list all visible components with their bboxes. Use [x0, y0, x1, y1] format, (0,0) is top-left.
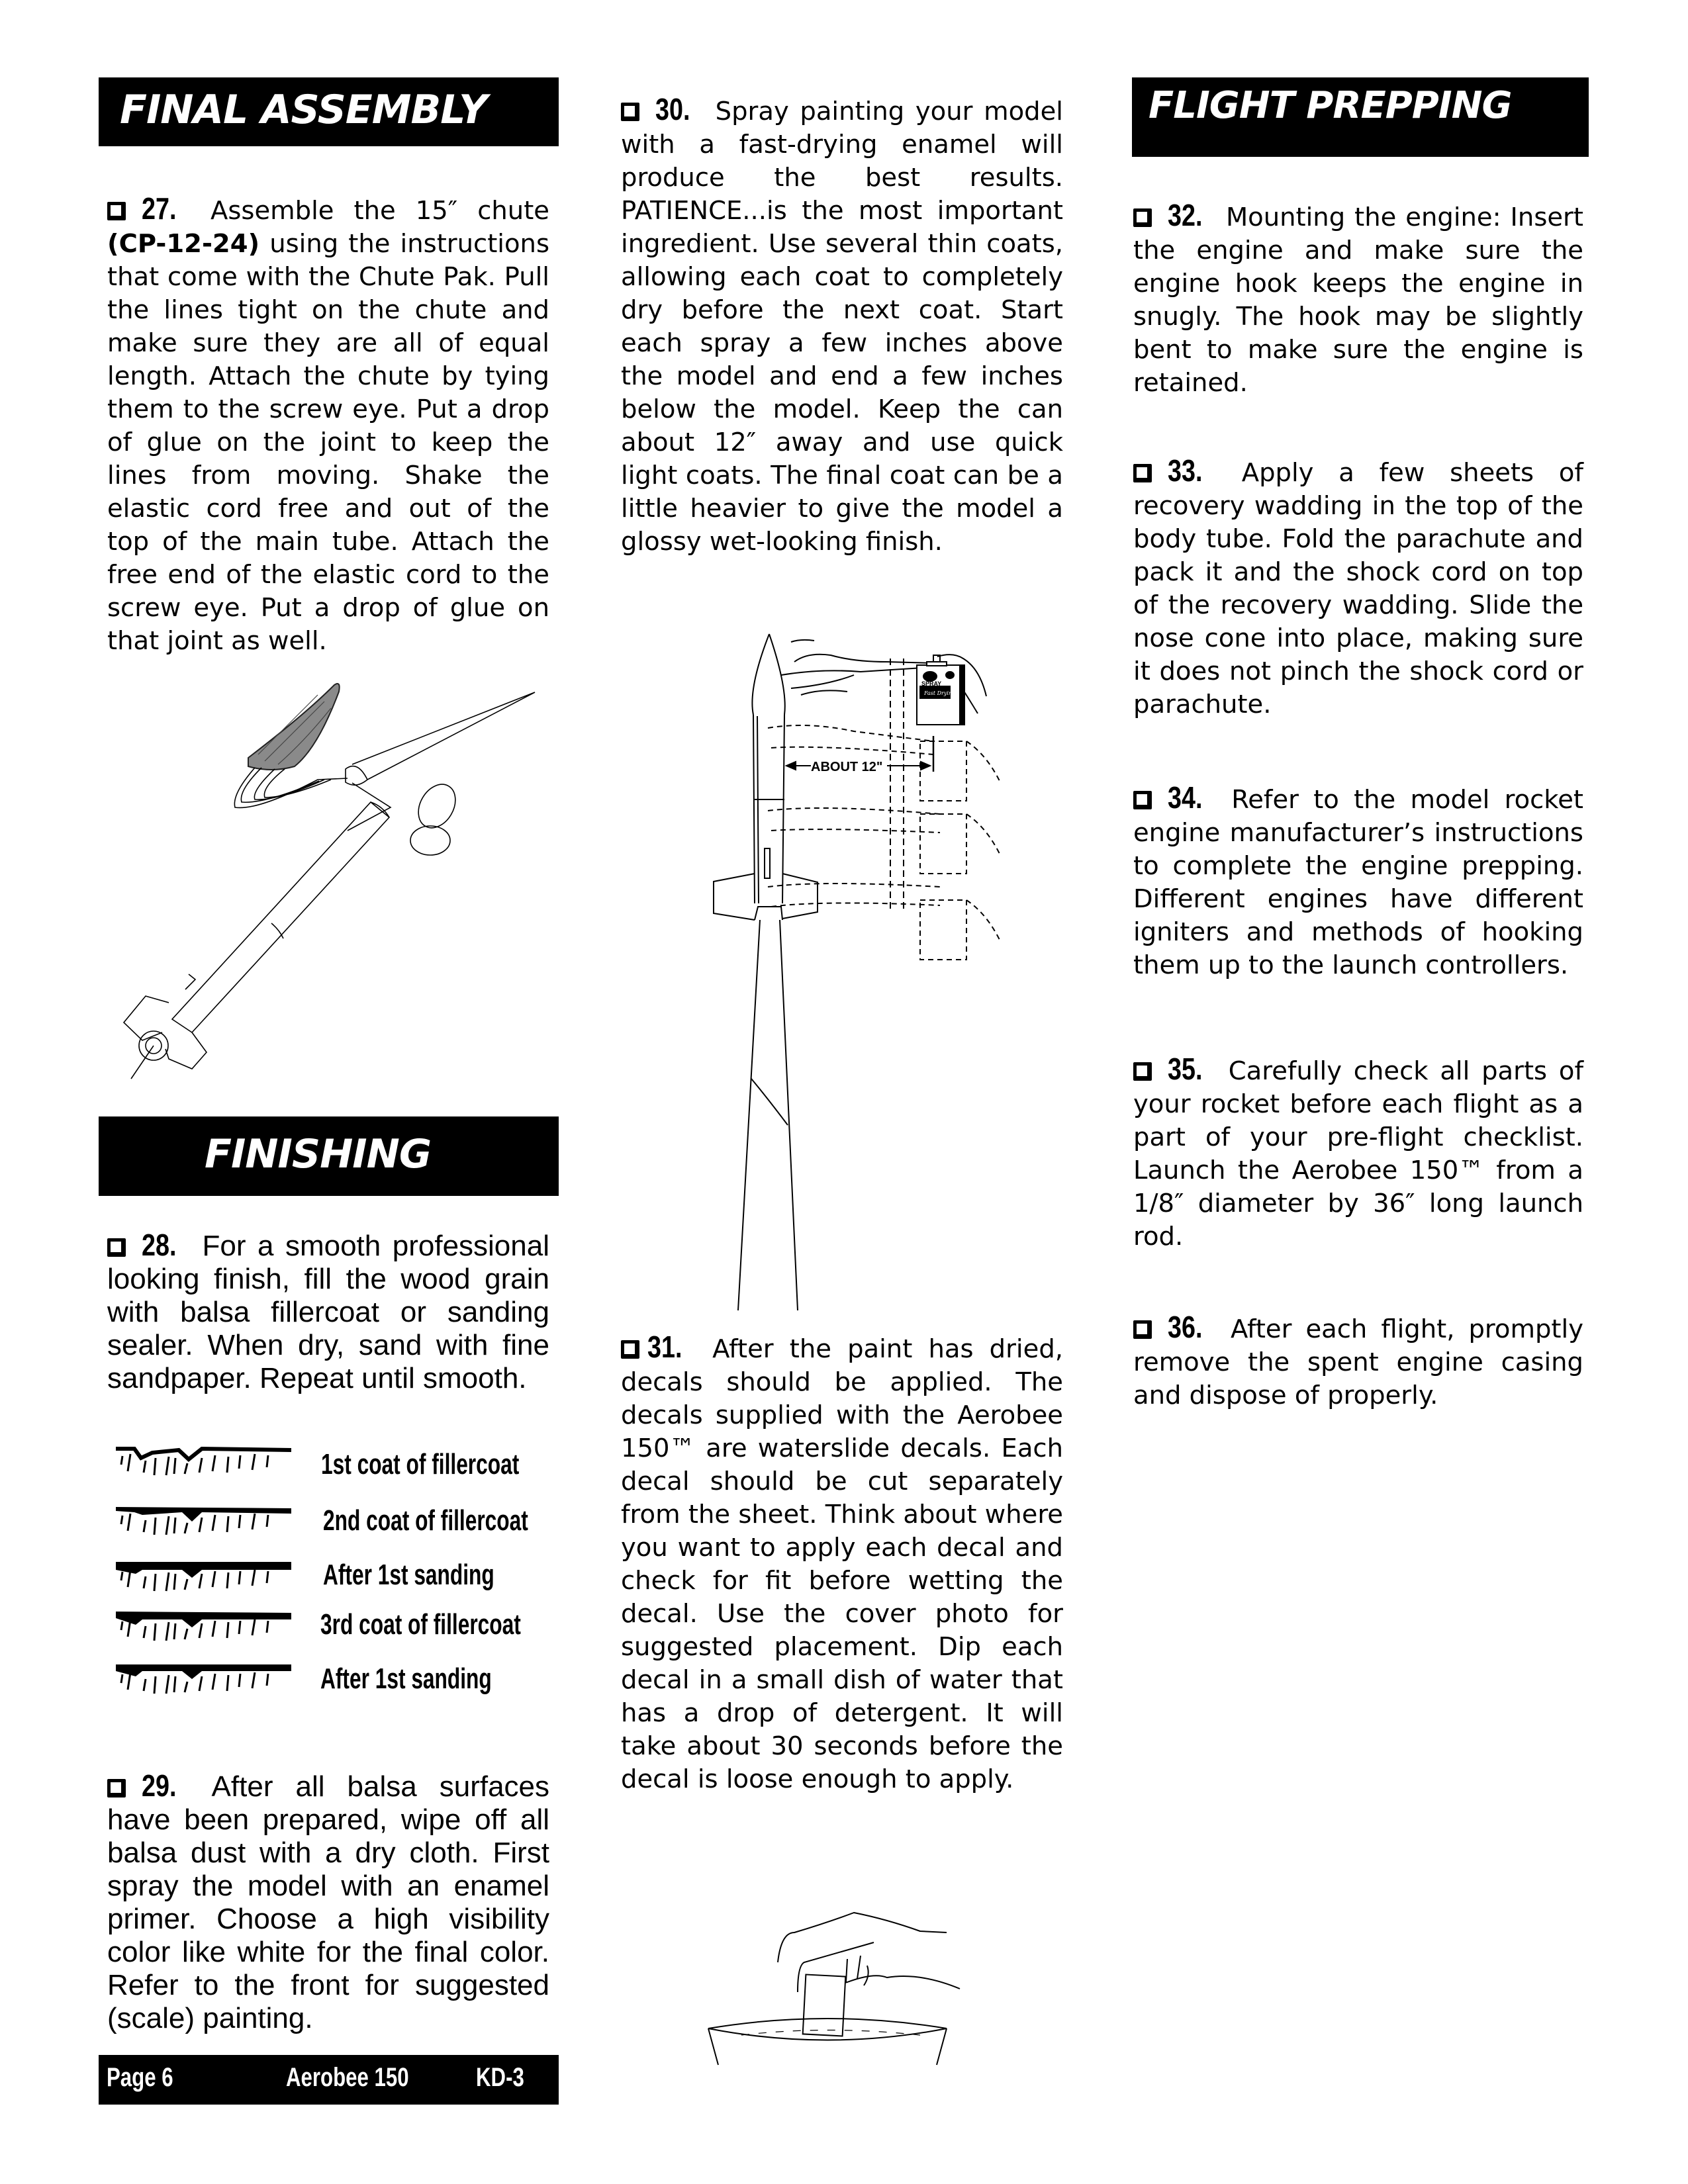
- nose-cone: [346, 766, 367, 786]
- checkbox-icon[interactable]: [107, 1779, 126, 1797]
- checkbox-icon[interactable]: [107, 202, 126, 220]
- coat-stage-4-icon: [116, 1612, 295, 1645]
- final-assembly-heading: FINAL ASSEMBLY: [120, 87, 487, 133]
- parachute-canopy: [248, 684, 340, 770]
- rocket-with-parachute-illustration: [106, 662, 556, 1099]
- step-32: [1133, 199, 1583, 400]
- page-number: Page 6: [107, 2063, 173, 2092]
- step-number: 33.: [1168, 453, 1203, 488]
- step-36: [1133, 1310, 1583, 1412]
- distance-label: ABOUT 12": [811, 760, 883, 774]
- coat-stage-3-icon: [116, 1562, 295, 1595]
- fin: [165, 1032, 207, 1069]
- checkbox-icon[interactable]: [1133, 208, 1152, 227]
- step-text: Refer to the model rocket engine manufacturer’s instructions to complete the engine prepping. Different engines have different igniters and methods of hooking them up to the launch controllers.: [1133, 785, 1583, 980]
- step-30: [621, 93, 1063, 559]
- step-text: Carefully check all parts of your rocket before each flight as a part of your pre-flight checklist. Launch the Aerobee 150™ from a 1/8″ diameter by 36″ long launch rod.: [1133, 1056, 1583, 1251]
- footer-model-name: Aerobee 150: [286, 2063, 409, 2092]
- step-28: [107, 1228, 549, 1395]
- can-label-fast-drying: Fast Drying: [924, 690, 956, 696]
- spray-painting-illustration: [688, 622, 1059, 1310]
- step-35: [1133, 1052, 1583, 1253]
- step-text: Spray painting your model with a fast-drying enamel will produce the best results. PATIENCE...is the most important ingredient. Use several thin coats, allowing each coat to completely dry before the next coat. Start each spray a few inches above the model and end a few inches below the model. Keep the can about 12″ away and use quick light coats. The final coat can be a little heavier to give the model a glossy wet-looking finish.: [621, 97, 1063, 557]
- step-number: 35.: [1168, 1052, 1203, 1086]
- coat-stage-1-icon: [116, 1446, 295, 1479]
- step-text: After each flight, promptly remove the spent engine casing and dispose of properly.: [1133, 1314, 1583, 1410]
- step-31: [621, 1330, 1063, 1796]
- step-number: 28.: [142, 1228, 177, 1262]
- step-29: [107, 1769, 549, 2035]
- step-text: After all balsa surfaces have been prepared, wipe off all balsa dust with a dry cloth. First spray the model with an enamel primer. Choose a high visibility color like white for the final color. Refer to the front for suggested (scale) painting.: [107, 1770, 550, 2034]
- coat-stage-label: 2nd coat of fillercoat: [323, 1504, 528, 1537]
- step-text: Assemble the 15″ chute: [211, 196, 549, 226]
- step-34: [1133, 781, 1583, 982]
- final-assembly-banner: [99, 77, 559, 146]
- part-number: (CP-12-24): [107, 229, 260, 259]
- step-text: using the instructions that come with the Chute Pak. Pull the lines tight on the chute and make sure they are all of equal length. Attach the chute by tying them to the screw eye. Put a drop of glue on the joint to keep the lines from moving. Shake the elastic cord free and out of the top of the main tube. Attach the free end of the elastic cord to the screw eye. Put a drop of glue on that joint as well.: [107, 229, 549, 656]
- coat-stage-label: 1st coat of fillercoat: [321, 1448, 520, 1480]
- step-number: 27.: [142, 191, 177, 226]
- step-33: [1133, 454, 1583, 721]
- rocket-fin: [782, 874, 818, 919]
- checkbox-icon[interactable]: [1133, 791, 1152, 809]
- decal-dipping-illustration: [688, 1893, 966, 2065]
- step-27: [107, 192, 549, 658]
- rocket-fin: [714, 874, 755, 920]
- finishing-banner: [99, 1116, 559, 1196]
- flight-prepping-heading: FLIGHT PREPPING: [1149, 84, 1512, 127]
- step-number: 32.: [1168, 198, 1203, 232]
- checkbox-icon[interactable]: [1133, 1062, 1152, 1081]
- step-text: Mounting the engine: Insert the engine and make sure the engine hook keeps the engine in snugly. The hook may be slightly bent to make sure the engine is retained.: [1133, 203, 1583, 398]
- checkbox-icon[interactable]: [621, 103, 639, 121]
- step-number: 29.: [142, 1768, 177, 1803]
- checkbox-icon[interactable]: [621, 1340, 639, 1359]
- step-number: 34.: [1168, 780, 1203, 815]
- step-number: 36.: [1168, 1310, 1203, 1344]
- coat-stage-5-icon: [116, 1664, 295, 1698]
- checkbox-icon[interactable]: [107, 1238, 126, 1257]
- coat-stage-label: After 1st sanding: [320, 1662, 492, 1695]
- step-number: 30.: [655, 92, 690, 126]
- can-label-spray: SPRAY: [921, 680, 942, 687]
- page-footer: [99, 2055, 559, 2105]
- step-text: For a smooth professional looking finish, fill the wood grain with balsa fillercoat or sanding sealer. When dry, sand with fine sandpaper. Repeat until smooth.: [107, 1230, 549, 1394]
- footer-kit-code: KD-3: [476, 2063, 524, 2092]
- rocket-nose: [752, 634, 784, 715]
- step-text: After the paint has dried, decals should be applied. The decals supplied with the Aerobee 150™ are waterslide decals. Each decal should be cut separately from the sheet. Think about where you want to apply each decal and check for fit before wetting the decal. Use the cover photo for suggested placement. Dip each decal in a small dish of water that has a drop of detergent. It will take about 30 seconds before the decal is loose enough to apply.: [621, 1334, 1063, 1794]
- step-text: Apply a few sheets of recovery wadding in the top of the body tube. Fold the parachute and pack it and the shock cord on top of the recovery wadding. Slide the nose cone into place, making sure it does not pinch the shock cord or parachute.: [1133, 458, 1583, 719]
- flight-prepping-banner: [1132, 77, 1589, 157]
- coat-stage-2-icon: [116, 1506, 295, 1539]
- checkbox-icon[interactable]: [1133, 1320, 1152, 1339]
- decal: [803, 1974, 846, 2036]
- body-tube: [172, 802, 389, 1032]
- finishing-heading: FINISHING: [205, 1131, 432, 1177]
- step-number: 31.: [647, 1330, 682, 1364]
- coat-stage-label: 3rd coat of fillercoat: [320, 1608, 521, 1641]
- checkbox-icon[interactable]: [1133, 464, 1152, 482]
- exhaust-flame: [738, 920, 798, 1310]
- coat-stage-label: After 1st sanding: [323, 1559, 494, 1591]
